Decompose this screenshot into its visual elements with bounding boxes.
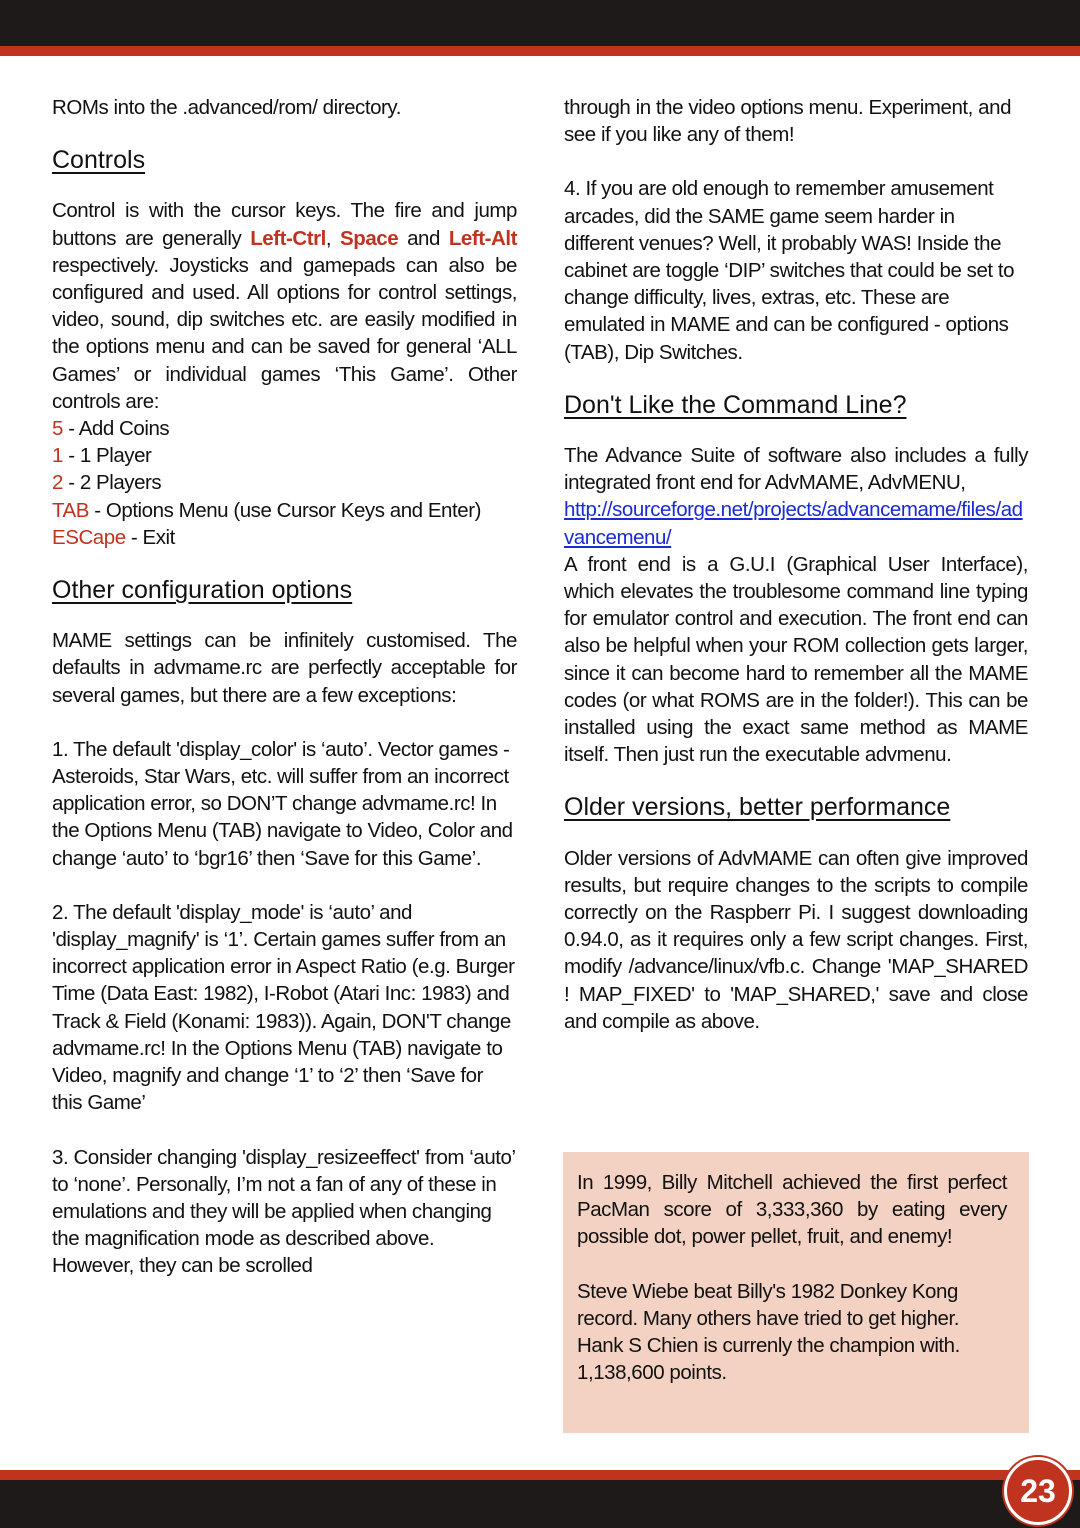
- control-desc: - 2 Players: [62, 471, 162, 495]
- key-left-alt: Left-Alt: [448, 226, 517, 250]
- control-desc: - Add Coins: [62, 417, 170, 441]
- key-space: Space: [340, 226, 399, 250]
- controls-text-c: respectively. Joysticks and gamepads can also be configured and used. All options for control settings, video, sound, dip switches etc. are easily modified in the options menu and can be saved for general ‘ALL Games’ or individual games ‘This Game’. Other controls are:: [52, 253, 517, 413]
- cmdline-paragraph-1: The Advance Suite of software also includes a fully integrated front end for AdvMAME, AdvMENU,: [564, 444, 1028, 495]
- left-column: [52, 94, 517, 1280]
- control-item: [52, 524, 517, 551]
- bottom-banner-bar: [0, 1480, 1080, 1528]
- bottom-accent-stripe: [0, 1470, 1080, 1480]
- top-accent-stripe: [0, 46, 1080, 56]
- right-column: [564, 94, 1028, 1035]
- controls-text-a: Control is with the cursor keys. The fire and jump buttons are generally: [52, 199, 517, 250]
- controls-heading: Controls: [52, 146, 146, 175]
- config-intro: MAME settings can be infinitely customised. The defaults in advmame.rc are perfectly acceptable for several games, but there are a few exceptions:: [52, 629, 517, 707]
- control-desc: - Options Menu (use Cursor Keys and Enter): [89, 498, 481, 522]
- callout-paragraph-2: Steve Wiebe beat Billy's 1982 Donkey Kong record. Many others have tried to get higher. Hank S Chien is currenly the champion with. 1,138,600 points.: [577, 1279, 960, 1385]
- advancemenu-link-text[interactable]: http://sourceforge.net/projects/advancemame/files/advancemenu/: [564, 498, 1023, 549]
- trivia-callout-box: [563, 1152, 1029, 1433]
- control-item: [52, 497, 517, 524]
- controls-paragraph: [52, 197, 517, 415]
- older-heading: Older versions, better performance: [564, 793, 951, 822]
- control-key: 5: [52, 417, 63, 441]
- intro-line: ROMs into the .advanced/rom/ directory.: [52, 96, 401, 119]
- control-item: [52, 469, 517, 496]
- controls-separator: ,: [325, 226, 341, 250]
- config-heading: Other configuration options: [52, 576, 353, 605]
- control-key: ESCape: [52, 525, 126, 549]
- cmdline-heading: Don't Like the Command Line?: [564, 390, 907, 419]
- controls-text-b: and: [398, 226, 449, 250]
- config-item-3: 3. Consider changing 'display_resizeeffect' from ‘auto’ to ‘none’. Personally, I’m not a fan of any of these in emulations and they will be applied when changing the magnification mode as described above. However, they can be scrolled: [52, 1145, 515, 1278]
- older-paragraph: Older versions of AdvMAME can often give improved results, but require changes to the scripts to compile correctly on the Raspberr Pi. I suggest downloading 0.94.0, as it requires only a few script changes. First, modify /advance/linux/vfb.c. Change 'MAP_SHARED ! MAP_FIXED' to 'MAP_SHARED,' save and close and compile as above.: [564, 846, 1028, 1033]
- callout-paragraph-1: In 1999, Billy Mitchell achieved the first perfect PacMan score of 3,333,360 by eating every possible dot, power pellet, fruit, and enemy!: [577, 1171, 1007, 1249]
- control-item: [52, 442, 517, 469]
- control-desc: - 1 Player: [62, 444, 152, 468]
- key-left-ctrl: Left-Ctrl: [250, 226, 326, 250]
- cmdline-paragraph-2: A front end is a G.U.I (Graphical User Interface), which elevates the troublesome command line typing for emulator control and execution. The front end can also be helpful when your ROM collection gets larger, since it can become hard to remember all the MAME codes (or what ROMS are in the folder!). This can be installed using the exact same method as MAME itself. Then just run the executable advmenu.: [564, 552, 1028, 767]
- top-banner-bar: [0, 0, 1080, 46]
- control-key: 1: [52, 444, 63, 468]
- advancemenu-link[interactable]: [564, 496, 1028, 550]
- control-item: [52, 415, 517, 442]
- config-item-1: 1. The default 'display_color' is ‘auto’. Vector games - Asteroids, Star Wars, etc. will suffer from an incorrect application error, so DON’T change advmame.rc! In the Options Menu (TAB) navigate to Video, Color and change ‘auto’ to ‘bgr16’ then ‘Save for this Game’.: [52, 737, 513, 870]
- config-item-2: 2. The default 'display_mode' is ‘auto’ and 'display_magnify' is ‘1’. Certain games suffer from an incorrect application error in Aspect Ratio (e.g. Burger Time (Data East: 1982), I-Robot (Atari Inc: 1983) and Track & Field (Konami: 1983)). Again, DON'T change advmame.rc! In the Options Menu (TAB) navigate to Video, magnify and change ‘1’ to ‘2’ then ‘Save for this Game’: [52, 900, 515, 1115]
- control-desc: - Exit: [125, 525, 175, 549]
- continued-text: through in the video options menu. Experiment, and see if you like any of them!: [564, 96, 1012, 147]
- config-item-4: 4. If you are old enough to remember amusement arcades, did the SAME game seem harder in different venues? Well, it probably WAS! Inside the cabinet are toggle ‘DIP’ switches that could be set to change difficulty, lives, extras, etc. These are emulated in MAME and can be configured - options (TAB), Dip Switches.: [564, 177, 1015, 364]
- control-key: TAB: [52, 498, 89, 522]
- control-key: 2: [52, 471, 63, 495]
- page-number-badge: 23: [1004, 1457, 1072, 1525]
